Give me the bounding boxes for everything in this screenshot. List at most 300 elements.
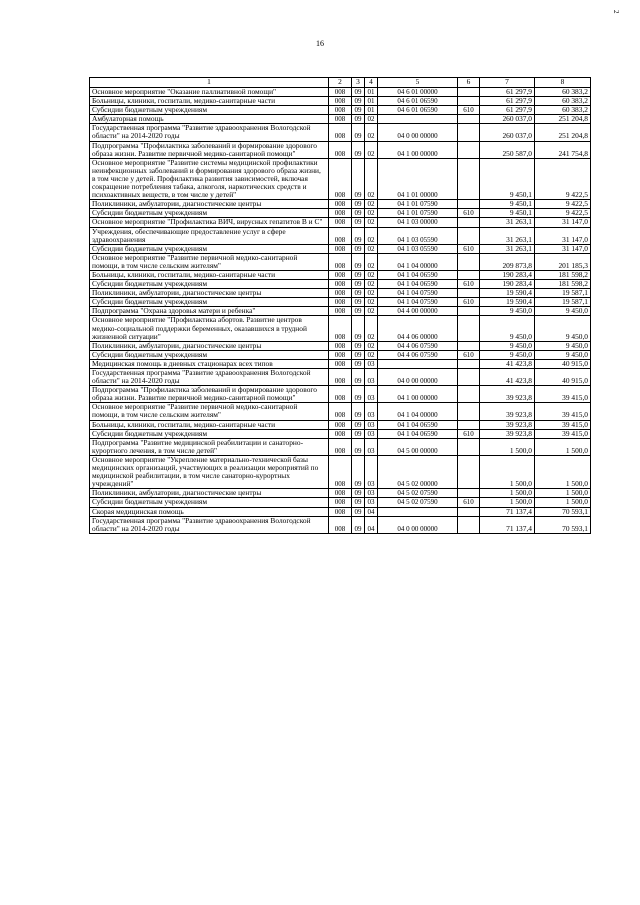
section-code-cell: 09 — [352, 115, 365, 124]
amount-year2-cell: 9 450,0 — [535, 350, 591, 359]
amount-year1-cell: 260 037,0 — [480, 115, 535, 124]
table-row — [90, 218, 591, 227]
target-article-cell: 04 1 04 00000 — [378, 403, 458, 420]
row-name-cell: Субсидии бюджетным учреждениям — [90, 244, 329, 253]
amount-year2-cell: 1 500,0 — [535, 455, 591, 488]
amount-year1-cell: 209 873,8 — [480, 253, 535, 270]
ved-code-cell: 008 — [329, 498, 352, 507]
section-code-cell: 09 — [352, 420, 365, 429]
target-article-cell: 04 1 03 05590 — [378, 227, 458, 244]
expense-type-cell: 610 — [458, 244, 480, 253]
table-row — [90, 88, 591, 97]
amount-year1-cell: 9 450,0 — [480, 307, 535, 316]
ved-code-cell: 008 — [329, 341, 352, 350]
subsection-code-cell: 02 — [365, 218, 378, 227]
expense-type-cell — [458, 307, 480, 316]
ved-code-cell: 008 — [329, 124, 352, 141]
row-name-cell: Субсидии бюджетным учреждениям — [90, 350, 329, 359]
row-name-cell: Субсидии бюджетным учреждениям — [90, 498, 329, 507]
amount-year2-cell: 31 147,0 — [535, 244, 591, 253]
ved-code-cell: 008 — [329, 359, 352, 368]
amount-year2-cell: 1 500,0 — [535, 438, 591, 455]
amount-year2-cell: 70 593,1 — [535, 516, 591, 533]
table-row — [90, 498, 591, 507]
subsection-code-cell: 02 — [365, 227, 378, 244]
expense-type-cell — [458, 97, 480, 106]
table-row — [90, 350, 591, 359]
section-code-cell: 09 — [352, 516, 365, 533]
section-code-cell: 09 — [352, 158, 365, 199]
subsection-code-cell: 02 — [365, 200, 378, 209]
section-code-cell: 09 — [352, 429, 365, 438]
header-cell: 8 — [535, 78, 591, 88]
target-article-cell: 04 1 04 06590 — [378, 280, 458, 289]
subsection-code-cell: 02 — [365, 341, 378, 350]
amount-year1-cell: 1 500,0 — [480, 489, 535, 498]
target-article-cell: 04 4 00 00000 — [378, 307, 458, 316]
amount-year2-cell: 60 383,2 — [535, 97, 591, 106]
amount-year2-cell: 181 598,2 — [535, 280, 591, 289]
row-name-cell: Поликлиники, амбулатории, диагностические центры — [90, 489, 329, 498]
expense-type-cell — [458, 270, 480, 279]
amount-year1-cell: 39 923,8 — [480, 429, 535, 438]
header-cell: 3 — [352, 78, 365, 88]
expense-type-cell: 610 — [458, 350, 480, 359]
target-article-cell: 04 1 04 07590 — [378, 289, 458, 298]
table-row — [90, 359, 591, 368]
amount-year1-cell: 9 450,0 — [480, 350, 535, 359]
amount-year2-cell: 39 415,0 — [535, 420, 591, 429]
expense-type-cell — [458, 289, 480, 298]
ved-code-cell: 008 — [329, 270, 352, 279]
section-code-cell: 09 — [352, 386, 365, 403]
subsection-code-cell: 02 — [365, 350, 378, 359]
section-code-cell: 09 — [352, 289, 365, 298]
ved-code-cell: 008 — [329, 420, 352, 429]
section-code-cell: 09 — [352, 97, 365, 106]
target-article-cell: 04 1 00 00000 — [378, 141, 458, 158]
section-code-cell: 09 — [352, 498, 365, 507]
table-row — [90, 209, 591, 218]
amount-year1-cell: 39 923,8 — [480, 420, 535, 429]
section-code-cell: 09 — [352, 209, 365, 218]
target-article-cell: 04 4 06 00000 — [378, 316, 458, 341]
subsection-code-cell: 03 — [365, 369, 378, 386]
target-article-cell: 04 5 02 07590 — [378, 489, 458, 498]
amount-year2-cell: 9 450,0 — [535, 307, 591, 316]
expense-type-cell: 610 — [458, 498, 480, 507]
ved-code-cell: 008 — [329, 253, 352, 270]
expense-type-cell: 610 — [458, 106, 480, 115]
section-code-cell: 09 — [352, 106, 365, 115]
expense-type-cell: 610 — [458, 429, 480, 438]
amount-year1-cell: 41 423,8 — [480, 359, 535, 368]
expense-type-cell — [458, 200, 480, 209]
target-article-cell: 04 1 01 07590 — [378, 200, 458, 209]
table-row — [90, 489, 591, 498]
expense-type-cell — [458, 507, 480, 516]
amount-year1-cell: 1 500,0 — [480, 498, 535, 507]
header-cell: 7 — [480, 78, 535, 88]
target-article-cell: 04 4 06 07590 — [378, 341, 458, 350]
table-row — [90, 341, 591, 350]
subsection-code-cell: 03 — [365, 403, 378, 420]
expense-type-cell — [458, 218, 480, 227]
subsection-code-cell: 03 — [365, 498, 378, 507]
target-article-cell: 04 0 00 00000 — [378, 369, 458, 386]
target-article-cell: 04 1 04 00000 — [378, 253, 458, 270]
amount-year2-cell: 201 185,3 — [535, 253, 591, 270]
amount-year1-cell: 31 263,1 — [480, 244, 535, 253]
subsection-code-cell: 01 — [365, 88, 378, 97]
amount-year2-cell: 251 204,8 — [535, 115, 591, 124]
amount-year1-cell: 250 587,0 — [480, 141, 535, 158]
row-name-cell: Больницы, клиники, госпитали, медико-санитарные части — [90, 420, 329, 429]
amount-year2-cell: 31 147,0 — [535, 227, 591, 244]
row-name-cell: Субсидии бюджетным учреждениям — [90, 280, 329, 289]
row-name-cell: Основное мероприятие "Оказание паллиативной помощи" — [90, 88, 329, 97]
section-code-cell: 09 — [352, 403, 365, 420]
amount-year2-cell: 70 593,1 — [535, 507, 591, 516]
target-article-cell: 04 1 04 06590 — [378, 429, 458, 438]
amount-year2-cell: 40 915,0 — [535, 359, 591, 368]
amount-year2-cell: 1 500,0 — [535, 498, 591, 507]
subsection-code-cell: 04 — [365, 516, 378, 533]
ved-code-cell: 008 — [329, 227, 352, 244]
section-code-cell: 09 — [352, 489, 365, 498]
table-row — [90, 298, 591, 307]
amount-year2-cell: 19 587,1 — [535, 289, 591, 298]
amount-year2-cell: 9 422,5 — [535, 200, 591, 209]
ved-code-cell: 008 — [329, 209, 352, 218]
row-name-cell: Больницы, клиники, госпитали, медико-санитарные части — [90, 270, 329, 279]
amount-year2-cell: 19 587,1 — [535, 298, 591, 307]
amount-year2-cell: 9 422,5 — [535, 158, 591, 199]
subsection-code-cell: 03 — [365, 455, 378, 488]
ved-code-cell: 008 — [329, 106, 352, 115]
target-article-cell: 04 5 02 00000 — [378, 455, 458, 488]
section-code-cell: 09 — [352, 438, 365, 455]
ved-code-cell: 008 — [329, 350, 352, 359]
subsection-code-cell: 02 — [365, 316, 378, 341]
amount-year1-cell: 61 297,9 — [480, 106, 535, 115]
amount-year2-cell: 39 415,0 — [535, 429, 591, 438]
expense-type-cell — [458, 438, 480, 455]
target-article-cell: 04 1 03 00000 — [378, 218, 458, 227]
ved-code-cell: 008 — [329, 316, 352, 341]
expense-type-cell — [458, 341, 480, 350]
table-row — [90, 270, 591, 279]
amount-year1-cell: 31 263,1 — [480, 227, 535, 244]
table-row — [90, 455, 591, 488]
amount-year2-cell: 9 450,0 — [535, 341, 591, 350]
row-name-cell: Скорая медицинская помощь — [90, 507, 329, 516]
table-row — [90, 507, 591, 516]
table-row — [90, 289, 591, 298]
amount-year1-cell: 41 423,8 — [480, 369, 535, 386]
target-article-cell: 04 1 00 00000 — [378, 386, 458, 403]
target-article-cell: 04 6 01 00000 — [378, 88, 458, 97]
header-cell: 6 — [458, 78, 480, 88]
target-article-cell: 04 1 01 00000 — [378, 158, 458, 199]
amount-year2-cell: 1 500,0 — [535, 489, 591, 498]
table-row — [90, 403, 591, 420]
target-article-cell: 04 6 01 06590 — [378, 97, 458, 106]
page-number: 16 — [316, 39, 324, 48]
header-cell: 2 — [329, 78, 352, 88]
target-article-cell: 04 1 01 07590 — [378, 209, 458, 218]
row-name-cell: Амбулаторная помощь — [90, 115, 329, 124]
section-code-cell: 09 — [352, 124, 365, 141]
section-code-cell: 09 — [352, 141, 365, 158]
table-row — [90, 316, 591, 341]
row-name-cell: Основное мероприятие "Развитие системы медицинской профилактики неинфекционных заболеваний и формирования здорового образа жизни, в том числе у детей. Профилактика развития зависимостей, включая сокращение потребления табака, алкоголя, наркотических средств и психоактивных веществ, в том числе у детей" — [90, 158, 329, 199]
expense-type-cell: 610 — [458, 280, 480, 289]
amount-year1-cell: 1 500,0 — [480, 455, 535, 488]
section-code-cell: 09 — [352, 88, 365, 97]
section-code-cell: 09 — [352, 359, 365, 368]
row-name-cell: Основное мероприятие "Профилактика абортов. Развитие центров медико-социальной поддержки беременных, оказавшихся в трудной жизненной ситуации" — [90, 316, 329, 341]
row-name-cell: Больницы, клиники, госпитали, медико-санитарные части — [90, 97, 329, 106]
subsection-code-cell: 02 — [365, 253, 378, 270]
amount-year1-cell: 260 037,0 — [480, 124, 535, 141]
amount-year1-cell: 1 500,0 — [480, 438, 535, 455]
expense-type-cell — [458, 403, 480, 420]
amount-year1-cell: 9 450,0 — [480, 316, 535, 341]
ved-code-cell: 008 — [329, 200, 352, 209]
table-row — [90, 280, 591, 289]
amount-year1-cell: 19 590,4 — [480, 298, 535, 307]
amount-year2-cell: 39 415,0 — [535, 386, 591, 403]
subsection-code-cell: 03 — [365, 420, 378, 429]
header-cell: 4 — [365, 78, 378, 88]
amount-year2-cell: 241 754,8 — [535, 141, 591, 158]
row-name-cell: Поликлиники, амбулатории, диагностические центры — [90, 341, 329, 350]
row-name-cell: Подпрограмма "Профилактика заболеваний и формирование здорового образа жизни. Развитие первичной медико-санитарной помощи" — [90, 141, 329, 158]
amount-year1-cell: 71 137,4 — [480, 507, 535, 516]
expense-type-cell — [458, 158, 480, 199]
subsection-code-cell: 04 — [365, 507, 378, 516]
row-name-cell: Государственная программа "Развитие здравоохранения Вологодской области" на 2014-2020 годы — [90, 369, 329, 386]
section-code-cell: 09 — [352, 507, 365, 516]
table-row — [90, 200, 591, 209]
section-code-cell: 09 — [352, 244, 365, 253]
header-cell: 5 — [378, 78, 458, 88]
amount-year2-cell: 39 415,0 — [535, 403, 591, 420]
table-row — [90, 386, 591, 403]
subsection-code-cell: 02 — [365, 141, 378, 158]
subsection-code-cell: 03 — [365, 429, 378, 438]
expense-type-cell — [458, 386, 480, 403]
ved-code-cell: 008 — [329, 403, 352, 420]
amount-year1-cell: 31 263,1 — [480, 218, 535, 227]
table-row — [90, 516, 591, 533]
table-row — [90, 369, 591, 386]
expense-type-cell — [458, 489, 480, 498]
amount-year1-cell: 71 137,4 — [480, 516, 535, 533]
expense-type-cell — [458, 115, 480, 124]
subsection-code-cell: 02 — [365, 307, 378, 316]
expense-type-cell — [458, 455, 480, 488]
budget-table — [89, 77, 591, 534]
table-row — [90, 124, 591, 141]
section-code-cell: 09 — [352, 455, 365, 488]
ved-code-cell: 008 — [329, 455, 352, 488]
table-row — [90, 438, 591, 455]
ved-code-cell: 008 — [329, 489, 352, 498]
row-name-cell: Поликлиники, амбулатории, диагностические центры — [90, 289, 329, 298]
subsection-code-cell: 02 — [365, 270, 378, 279]
ved-code-cell: 008 — [329, 280, 352, 289]
subsection-code-cell: 02 — [365, 244, 378, 253]
target-article-cell: 04 1 03 05590 — [378, 244, 458, 253]
subsection-code-cell: 03 — [365, 359, 378, 368]
ved-code-cell: 008 — [329, 307, 352, 316]
subsection-code-cell: 02 — [365, 158, 378, 199]
row-name-cell: Учреждения, обеспечивающие предоставление услуг в сфере здравоохранения — [90, 227, 329, 244]
header-cell: 1 — [90, 78, 329, 88]
amount-year1-cell: 39 923,8 — [480, 403, 535, 420]
row-name-cell: Поликлиники, амбулатории, диагностические центры — [90, 200, 329, 209]
row-name-cell: Государственная программа "Развитие здравоохранения Вологодской области" на 2014-2020 годы — [90, 516, 329, 533]
section-code-cell: 09 — [352, 298, 365, 307]
ved-code-cell: 008 — [329, 141, 352, 158]
ved-code-cell: 008 — [329, 507, 352, 516]
target-article-cell — [378, 115, 458, 124]
section-code-cell: 09 — [352, 369, 365, 386]
expense-type-cell — [458, 124, 480, 141]
target-article-cell: 04 1 04 06590 — [378, 420, 458, 429]
subsection-code-cell: 01 — [365, 106, 378, 115]
ved-code-cell: 008 — [329, 289, 352, 298]
amount-year2-cell: 251 204,8 — [535, 124, 591, 141]
table-header-row — [90, 78, 591, 88]
expense-type-cell: 610 — [458, 298, 480, 307]
ved-code-cell: 008 — [329, 115, 352, 124]
amount-year1-cell: 9 450,1 — [480, 209, 535, 218]
section-code-cell: 09 — [352, 280, 365, 289]
ved-code-cell: 008 — [329, 369, 352, 386]
table-row — [90, 115, 591, 124]
section-code-cell: 09 — [352, 307, 365, 316]
subsection-code-cell: 03 — [365, 489, 378, 498]
subsection-code-cell: 02 — [365, 280, 378, 289]
section-code-cell: 09 — [352, 341, 365, 350]
section-code-cell: 09 — [352, 270, 365, 279]
row-name-cell: Подпрограмма "Профилактика заболеваний и формирование здорового образа жизни. Развитие первичной медико-санитарной помощи" — [90, 386, 329, 403]
target-article-cell: 04 5 02 07590 — [378, 498, 458, 507]
amount-year1-cell: 61 297,9 — [480, 88, 535, 97]
row-name-cell: Подпрограмма "Охрана здоровья матери и ребенка" — [90, 307, 329, 316]
expense-type-cell — [458, 227, 480, 244]
table-row — [90, 420, 591, 429]
table-row — [90, 106, 591, 115]
row-name-cell: Подпрограмма "Развитие медицинской реабилитации и санаторно-курортного лечения, в том числе детей" — [90, 438, 329, 455]
expense-type-cell — [458, 141, 480, 158]
ved-code-cell: 008 — [329, 244, 352, 253]
expense-type-cell — [458, 359, 480, 368]
ved-code-cell: 008 — [329, 429, 352, 438]
section-code-cell: 09 — [352, 227, 365, 244]
table-row — [90, 244, 591, 253]
subsection-code-cell: 03 — [365, 386, 378, 403]
row-name-cell: Основное мероприятие "Профилактика ВИЧ, вирусных гепатитов В и С" — [90, 218, 329, 227]
expense-type-cell — [458, 316, 480, 341]
amount-year1-cell: 61 297,9 — [480, 97, 535, 106]
amount-year1-cell: 39 923,8 — [480, 386, 535, 403]
subsection-code-cell: 02 — [365, 289, 378, 298]
row-name-cell: Субсидии бюджетным учреждениям — [90, 429, 329, 438]
table-row — [90, 141, 591, 158]
subsection-code-cell: 02 — [365, 298, 378, 307]
row-name-cell: Основное мероприятие "Развитие первичной медико-санитарной помощи, в том числе сельским жителям" — [90, 253, 329, 270]
target-article-cell — [378, 359, 458, 368]
amount-year2-cell: 40 915,0 — [535, 369, 591, 386]
ved-code-cell: 008 — [329, 88, 352, 97]
row-name-cell: Субсидии бюджетным учреждениям — [90, 209, 329, 218]
amount-year1-cell: 9 450,0 — [480, 341, 535, 350]
ved-code-cell: 008 — [329, 97, 352, 106]
target-article-cell: 04 1 04 06590 — [378, 270, 458, 279]
expense-type-cell — [458, 253, 480, 270]
section-code-cell: 09 — [352, 218, 365, 227]
amount-year2-cell: 31 147,0 — [535, 218, 591, 227]
subsection-code-cell: 03 — [365, 438, 378, 455]
row-name-cell: Субсидии бюджетным учреждениям — [90, 298, 329, 307]
amount-year1-cell: 190 283,4 — [480, 280, 535, 289]
section-code-cell: 09 — [352, 316, 365, 341]
table-row — [90, 253, 591, 270]
target-article-cell: 04 0 00 00000 — [378, 516, 458, 533]
row-name-cell: Основное мероприятие "Развитие первичной медико-санитарной помощи, в том числе сельским жителям" — [90, 403, 329, 420]
amount-year2-cell: 181 598,2 — [535, 270, 591, 279]
subsection-code-cell: 02 — [365, 115, 378, 124]
row-name-cell: Основное мероприятие "Укрепление материально-технической базы медицинских организаций, участвующих в реализации мероприятий по медицинской реабилитации, в том числе санаторно-курортных учреждений" — [90, 455, 329, 488]
row-name-cell: Медицинская помощь в дневных стационарах всех типов — [90, 359, 329, 368]
amount-year1-cell: 9 450,1 — [480, 158, 535, 199]
ved-code-cell: 008 — [329, 438, 352, 455]
expense-type-cell — [458, 516, 480, 533]
ved-code-cell: 008 — [329, 516, 352, 533]
amount-year1-cell: 190 283,4 — [480, 270, 535, 279]
target-article-cell: 04 6 01 06590 — [378, 106, 458, 115]
section-code-cell: 09 — [352, 350, 365, 359]
ved-code-cell: 008 — [329, 386, 352, 403]
table-row — [90, 307, 591, 316]
subsection-code-cell: 01 — [365, 97, 378, 106]
amount-year2-cell: 9 422,5 — [535, 209, 591, 218]
amount-year2-cell: 9 450,0 — [535, 316, 591, 341]
target-article-cell: 04 5 00 00000 — [378, 438, 458, 455]
amount-year2-cell: 60 383,2 — [535, 88, 591, 97]
table-row — [90, 227, 591, 244]
section-code-cell: 09 — [352, 200, 365, 209]
row-name-cell: Государственная программа "Развитие здравоохранения Вологодской области" на 2014-2020 годы — [90, 124, 329, 141]
amount-year1-cell: 9 450,1 — [480, 200, 535, 209]
expense-type-cell — [458, 420, 480, 429]
table-row — [90, 158, 591, 199]
side-mark: 2 — [612, 10, 620, 14]
expense-type-cell — [458, 88, 480, 97]
subsection-code-cell: 02 — [365, 209, 378, 218]
amount-year2-cell: 60 383,2 — [535, 106, 591, 115]
target-article-cell: 04 4 06 07590 — [378, 350, 458, 359]
ved-code-cell: 008 — [329, 218, 352, 227]
amount-year1-cell: 19 590,4 — [480, 289, 535, 298]
row-name-cell: Субсидии бюджетным учреждениям — [90, 106, 329, 115]
expense-type-cell — [458, 369, 480, 386]
table-row — [90, 97, 591, 106]
